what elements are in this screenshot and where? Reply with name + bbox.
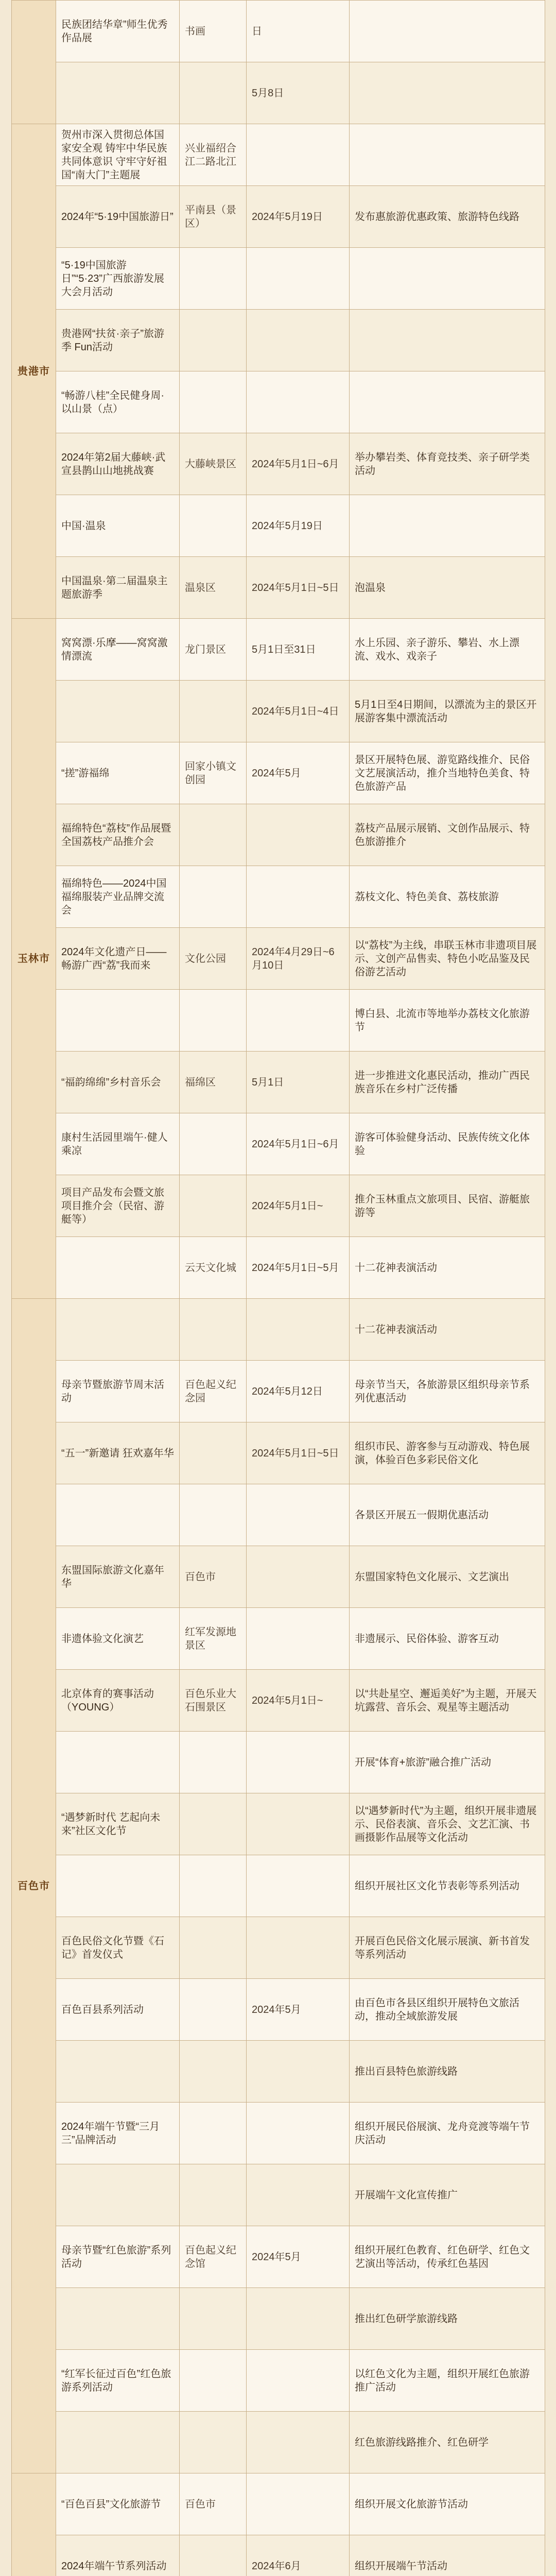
venue-cell: 云天文化城 [180,1237,247,1299]
description-cell [350,62,545,124]
table-row [12,186,545,248]
description-cell: 十二花神表演活动 [350,1237,545,1299]
venue-cell: 温泉区 [180,557,247,619]
event-name-cell: 中国温泉·第二届温泉主题旅游季 [56,557,180,619]
event-name-cell [56,2412,180,2473]
table-row [12,1670,545,1732]
table-row [12,742,545,804]
description-cell: 开展端午文化宣传推广 [350,2164,545,2226]
description-cell: 进一步推进文化惠民活动，推动广西民族音乐在乡村广泛传播 [350,1052,545,1113]
date-cell [247,2412,350,2473]
table-row [12,804,545,866]
event-name-cell [56,2288,180,2350]
venue-cell [180,2164,247,2226]
event-name-cell: 窝窝漂·乐摩——窝窝激情漂流 [56,619,180,681]
event-name-cell: 福绵特色——2024中国福绵服装产业品牌交流会 [56,866,180,928]
venue-cell [180,2350,247,2412]
table-row [12,248,545,310]
date-cell: 2024年5月1日~4日 [247,681,350,742]
description-cell [350,371,545,433]
date-cell [247,2041,350,2103]
description-cell: 水上乐园、亲子游乐、攀岩、水上漂流、戏水、戏亲子 [350,619,545,681]
venue-cell [180,1299,247,1361]
event-name-cell: “百色百县”文化旅游节 [56,2473,180,2535]
event-name-cell [56,681,180,742]
date-cell: 2024年5月1日~5日 [247,1422,350,1484]
event-name-cell: 非遗体验文化演艺 [56,1608,180,1670]
event-name-cell: “遇梦新时代 艺起向未来”社区文化节 [56,1793,180,1855]
date-cell: 2024年5月 [247,1979,350,2041]
event-name-cell: 贺州市深入贯彻总体国家安全观 铸牢中华民族共同体意识 守牢守好祖国“南大门”主题展 [56,124,180,186]
table-row [12,2041,545,2103]
event-name-cell: “福韵绵绵”乡村音乐会 [56,1052,180,1113]
venue-cell: 福绵区 [180,1052,247,1113]
event-name-cell: 东盟国际旅游文化嘉年华 [56,1546,180,1608]
description-cell [350,248,545,310]
venue-cell [180,1175,247,1237]
table-row [12,2412,545,2473]
description-cell: 推出百县特色旅游线路 [350,2041,545,2103]
venue-cell: 红军发源地景区 [180,1608,247,1670]
date-cell: 2024年5月1日~5月 [247,1237,350,1299]
venue-cell [180,1793,247,1855]
venue-cell [180,248,247,310]
date-cell [247,2164,350,2226]
event-name-cell: 母亲节暨“红色旅游”系列活动 [56,2226,180,2288]
event-name-cell: 百色百县系列活动 [56,1979,180,2041]
event-name-cell [56,2041,180,2103]
date-cell [247,1608,350,1670]
description-cell [350,124,545,186]
description-cell: 博白县、北流市等地举办荔枝文化旅游节 [350,990,545,1052]
description-cell: 以“遇梦新时代”为主题，组织开展非遗展示、民俗表演、音乐会、文艺汇演、书画摄影作品展等文化活动 [350,1793,545,1855]
event-name-cell: “五一”新邀请 狂欢嘉年华 [56,1422,180,1484]
event-name-cell [56,2164,180,2226]
description-cell: 红色旅游线路推介、红色研学 [350,2412,545,2473]
date-cell [247,2350,350,2412]
description-cell: 发布惠旅游优惠政策、旅游特色线路 [350,186,545,248]
event-name-cell [56,62,180,124]
venue-cell: 百色起义纪念园 [180,1361,247,1422]
venue-cell: 兴业福绍合江二路北江 [180,124,247,186]
table-row [12,1546,545,1608]
table-row [12,1237,545,1299]
table-row [12,1793,545,1855]
table-row [12,2103,545,2164]
description-cell: 开展百色民俗文化展示展演、新书首发等系列活动 [350,1917,545,1979]
table-row [12,2473,545,2535]
date-cell [247,2473,350,2535]
event-name-cell: 北京体育的赛事活动（YOUNG） [56,1670,180,1732]
description-cell: 景区开展特色展、游览路线推介、民俗文艺展演活动，推介当地特色美食、特色旅游产品 [350,742,545,804]
date-cell [247,371,350,433]
description-cell: 组织开展民俗展演、龙舟竞渡等端午节庆活动 [350,2103,545,2164]
date-cell: 5月1日至31日 [247,619,350,681]
description-cell: 荔枝文化、特色美食、荔枝旅游 [350,866,545,928]
venue-cell [180,2412,247,2473]
date-cell: 2024年6月 [247,2535,350,2576]
date-cell [247,310,350,371]
date-cell [247,1732,350,1793]
event-name-cell: “5·19中国旅游日”“5·23”广西旅游发展大会月活动 [56,248,180,310]
event-name-cell: 康村生活园里端午·健人乘凉 [56,1113,180,1175]
date-cell: 2024年5月1日~ [247,1670,350,1732]
event-name-cell: 2024年第2届大藤峡·武宣县鹊山山地挑战赛 [56,433,180,495]
table-row [12,1732,545,1793]
venue-cell [180,371,247,433]
table-row [12,1,545,62]
description-cell: 5月1日至4日期间，以漂流为主的景区开展游客集中漂流活动 [350,681,545,742]
table-row [12,124,545,186]
date-cell [247,1299,350,1361]
venue-cell [180,1422,247,1484]
venue-cell [180,1484,247,1546]
description-cell: 组织市民、游客参与互动游戏、特色展演，体验百色多彩民俗文化 [350,1422,545,1484]
event-name-cell [56,1237,180,1299]
description-cell: 泡温泉 [350,557,545,619]
table-row [12,1175,545,1237]
table-row [12,2535,545,2576]
event-name-cell: 贵港网“扶贫·亲子”旅游季 Fun活动 [56,310,180,371]
description-cell: 游客可体验健身活动、民族传统文化体验 [350,1113,545,1175]
event-name-cell: 项目产品发布会暨文旅项目推介会（民宿、游艇等） [56,1175,180,1237]
event-name-cell: 2024年端午节系列活动 [56,2535,180,2576]
table-row [12,371,545,433]
venue-cell [180,990,247,1052]
venue-cell: 书画 [180,1,247,62]
venue-cell [180,1113,247,1175]
events-schedule-table [11,0,545,2576]
event-name-cell: 2024年“5·19中国旅游日” [56,186,180,248]
table-row [12,1608,545,1670]
date-cell [247,1793,350,1855]
table-row [12,433,545,495]
venue-cell [180,310,247,371]
venue-cell [180,2535,247,2576]
venue-cell: 大藤峡景区 [180,433,247,495]
description-cell: 举办攀岩类、体育竞技类、亲子研学类活动 [350,433,545,495]
venue-cell [180,2041,247,2103]
venue-cell [180,2288,247,2350]
table-row [12,928,545,990]
table-row [12,1299,545,1361]
date-cell: 5月8日 [247,62,350,124]
table-row [12,1484,545,1546]
table-row [12,1979,545,2041]
venue-cell [180,1732,247,1793]
date-cell [247,804,350,866]
date-cell: 2024年5月19日 [247,495,350,557]
venue-cell [180,1917,247,1979]
event-name-cell [56,1299,180,1361]
event-name-cell: 母亲节暨旅游节周末活动 [56,1361,180,1422]
event-name-cell: 中国·温泉 [56,495,180,557]
table-row [12,1361,545,1422]
description-cell [350,310,545,371]
event-name-cell [56,990,180,1052]
description-cell: 组织开展红色教育、红色研学、红色文艺演出等活动，传承红色基因 [350,2226,545,2288]
table-row [12,495,545,557]
description-cell: 由百色市各县区组织开展特色文旅活动，推动全域旅游发展 [350,1979,545,2041]
description-cell: 组织开展社区文化节表彰等系列活动 [350,1855,545,1917]
table-row [12,681,545,742]
date-cell: 2024年4月29日~6月10日 [247,928,350,990]
venue-cell: 文化公园 [180,928,247,990]
description-cell: 推出红色研学旅游线路 [350,2288,545,2350]
table-row [12,1052,545,1113]
event-name-cell [56,1732,180,1793]
city-label: 贵港市 [12,124,56,619]
city-label [12,2473,56,2576]
date-cell: 2024年5月1日~6月 [247,433,350,495]
venue-cell: 平南县（景区） [180,186,247,248]
event-name-cell: 2024年文化遗产日——畅游广西“荔”我而来 [56,928,180,990]
table-row [12,557,545,619]
date-cell: 2024年5月 [247,2226,350,2288]
date-cell [247,124,350,186]
venue-cell: 百色乐业大石围景区 [180,1670,247,1732]
date-cell [247,1917,350,1979]
table-row [12,2226,545,2288]
description-cell: 以“荔枝”为主线，串联玉林市非遗项目展示、文创产品售卖、特色小吃品鉴及民俗游艺活动 [350,928,545,990]
date-cell: 2024年5月 [247,742,350,804]
venue-cell [180,62,247,124]
table-row [12,990,545,1052]
venue-cell [180,2103,247,2164]
description-cell: 荔枝产品展示展销、文创作品展示、特色旅游推介 [350,804,545,866]
event-name-cell: 民族团结华章”师生优秀作品展 [56,1,180,62]
description-cell: 推介玉林重点文旅项目、民宿、游艇旅游等 [350,1175,545,1237]
description-cell [350,495,545,557]
table-row [12,1855,545,1917]
date-cell: 2024年5月1日~6月 [247,1113,350,1175]
date-cell [247,248,350,310]
city-label: 百色市 [12,1299,56,2473]
date-cell: 2024年5月12日 [247,1361,350,1422]
date-cell [247,1546,350,1608]
table-row [12,2164,545,2226]
event-name-cell: “畅游八桂”全民健身周·以山景（点） [56,371,180,433]
venue-cell: 百色市 [180,2473,247,2535]
description-cell: 十二花神表演活动 [350,1299,545,1361]
date-cell: 5月1日 [247,1052,350,1113]
table-row [12,1422,545,1484]
table-row [12,2288,545,2350]
city-label: 玉林市 [12,619,56,1299]
event-name-cell: 2024年端午节暨“三月三”品牌活动 [56,2103,180,2164]
date-cell [247,2288,350,2350]
table-row [12,866,545,928]
description-cell: 各景区开展五一假期优惠活动 [350,1484,545,1546]
venue-cell: 回家小镇文创园 [180,742,247,804]
event-name-cell: 福绵特色“荔枝”作品展暨全国荔枝产品推介会 [56,804,180,866]
description-cell: 组织开展文化旅游节活动 [350,2473,545,2535]
description-cell [350,1,545,62]
description-cell: 非遗展示、民俗体验、游客互动 [350,1608,545,1670]
event-name-cell: “红军长征过百色”红色旅游系列活动 [56,2350,180,2412]
description-cell: 组织开展端午节活动 [350,2535,545,2576]
table-row [12,62,545,124]
date-cell [247,866,350,928]
table-row [12,1917,545,1979]
venue-cell [180,1979,247,2041]
table-row [12,2350,545,2412]
venue-cell [180,866,247,928]
date-cell [247,990,350,1052]
description-cell: 母亲节当天，各旅游景区组织母亲节系列优惠活动 [350,1361,545,1422]
description-cell: 东盟国家特色文化展示、文艺演出 [350,1546,545,1608]
description-cell: 开展“体育+旅游”融合推广活动 [350,1732,545,1793]
description-cell: 以“共赴星空、邂逅美好”为主题，开展天坑露营、音乐会、观星等主题活动 [350,1670,545,1732]
date-cell: 2024年5月19日 [247,186,350,248]
venue-cell: 龙门景区 [180,619,247,681]
date-cell [247,2103,350,2164]
venue-cell: 百色市 [180,1546,247,1608]
venue-cell [180,1855,247,1917]
event-name-cell [56,1484,180,1546]
date-cell [247,1855,350,1917]
city-label [12,1,56,124]
venue-cell [180,804,247,866]
venue-cell [180,681,247,742]
date-cell [247,1484,350,1546]
table-row [12,1113,545,1175]
event-name-cell: 百色民俗文化节暨《石记》首发仪式 [56,1917,180,1979]
date-cell: 2024年5月1日~5日 [247,557,350,619]
venue-cell: 百色起义纪念馆 [180,2226,247,2288]
table-row [12,310,545,371]
venue-cell [180,495,247,557]
event-name-cell: “搓”游福绵 [56,742,180,804]
table-row [12,619,545,681]
event-name-cell [56,1855,180,1917]
description-cell: 以红色文化为主题，组织开展红色旅游推广活动 [350,2350,545,2412]
date-cell: 日 [247,1,350,62]
date-cell: 2024年5月1日~ [247,1175,350,1237]
